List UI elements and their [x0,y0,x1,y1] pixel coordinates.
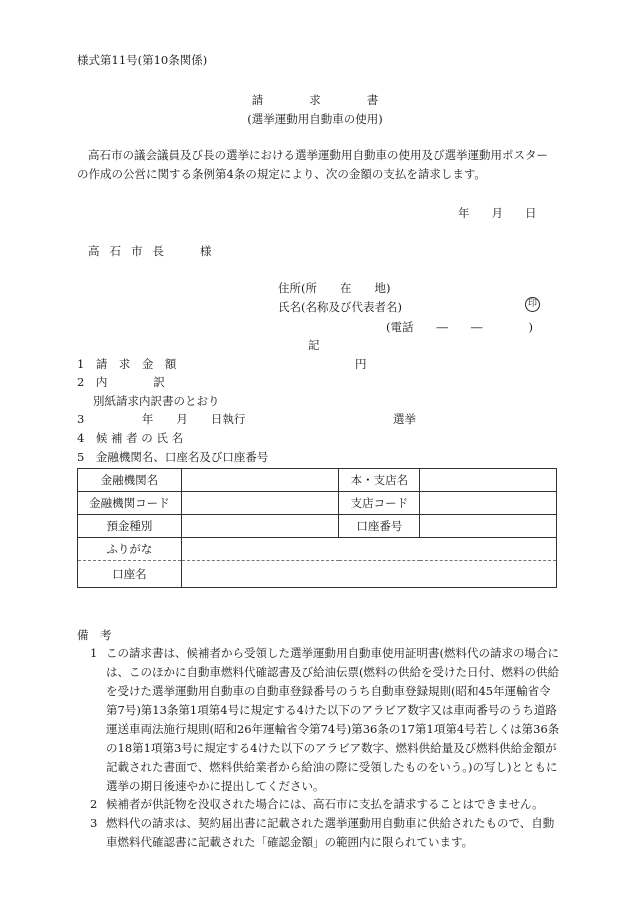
note-item [90,795,560,814]
item-2-detail: 別紙請求内訳書のとおり [93,394,220,408]
form-number: 様式第11号(第10条関係) [77,53,208,67]
intro-paragraph: 高石市の議会議員及び長の選挙における選挙運動用自動車の使用及び選挙運動用ポスターの作成の公営に関する条例第4条の規定により、次の金額の支払を請求します。 [77,148,548,181]
phone-label: (電話 ― ― ) [386,320,533,334]
account-name-field[interactable] [181,561,556,588]
address-label: 住所(所 在 地) [278,281,391,295]
branch-field[interactable] [420,469,557,492]
table-row [78,538,557,561]
bank-code-label: 金融機関コード [78,492,182,515]
account-number-label: 口座番号 [339,515,420,538]
table-row [78,492,557,515]
branch-code-field[interactable] [420,492,557,515]
note-number: 2 [90,797,98,811]
table-row [78,515,557,538]
note-text: 燃料代の請求は、契約届出書に記載された選挙運動用自動車に供給されたもので、自動車燃料代確認書に記載された「確認金額」の範囲内に限られています。 [106,816,555,849]
table-row [78,469,557,492]
branch-code-label: 支店コード [339,492,420,515]
deposit-type-label: 預金種別 [78,515,182,538]
item-3-election-date: 3 年 月 日執行 [77,412,246,426]
branch-label: 本・支店名 [339,469,420,492]
account-name-label: 口座名 [78,561,182,588]
item-1-amount: 1 請 求 金 額 [77,357,177,371]
date-month: 月 [491,206,503,220]
document-subtitle: (選挙運動用自動車の使用) [247,112,383,126]
note-text: この請求書は、候補者から受領した選挙運動用自動車使用証明書(燃料代の請求の場合には、このほかに自動車燃料代確認書及び給油伝票(燃料の供給を受けた日付、燃料の供給を受けた選挙運動用自動車の自動車登録番号のうち自動車登録規則(昭和45年運輸省令第7号)第13条第1項第4号に規定する4けた以下のアラビア数字又は車両番号のうち道路運送車両法施行規則(昭和26年運輸省令第74号)第36条の17第1項第4号若しくは第36条の18第1項第3号に規定する4けた以下のアラビア数字、燃料供給量及び燃料供給金額が記載された書面で、燃料供給業者から給油の際に受領したものをいう。)の写し)とともに選挙の期日後速やかに提出してください。 [106,646,560,793]
date-day: 日 [525,206,537,220]
note-item [90,644,560,796]
addressee-honorific: 様 [200,244,212,258]
bank-name-field[interactable] [181,469,339,492]
addressee [88,243,212,259]
document-title: 請求書 [251,93,425,107]
addressee-name: 高石市長 [88,244,174,258]
furigana-field[interactable] [181,538,556,561]
note-text: 候補者が供託物を没収された場合には、高石市に支払を請求することはできません。 [106,797,544,811]
date-line [458,205,537,221]
table-row [78,561,557,588]
item-2-breakdown: 2 内 訳 [77,375,165,389]
bank-table [77,468,557,588]
bank-name-label: 金融機関名 [78,469,182,492]
name-label: 氏名(名称及び代表者名) [278,300,402,314]
note-number: 1 [90,646,98,660]
bank-code-field[interactable] [181,492,339,515]
account-number-field[interactable] [420,515,557,538]
note-item [90,814,560,852]
item-5-bank: 5 金融機関名、口座名及び口座番号 [77,450,269,464]
ki-heading: 記 [308,338,320,352]
notes-heading: 備 考 [77,628,112,642]
note-number: 3 [90,816,98,830]
yen-label: 円 [355,357,367,371]
furigana-label: ふりがな [78,538,182,561]
item-4-candidate: 4 候 補 者 の 氏 名 [77,431,184,445]
election-label: 選挙 [393,412,416,426]
date-year: 年 [458,206,470,220]
seal-mark: 印 [525,297,540,312]
deposit-type-field[interactable] [181,515,339,538]
